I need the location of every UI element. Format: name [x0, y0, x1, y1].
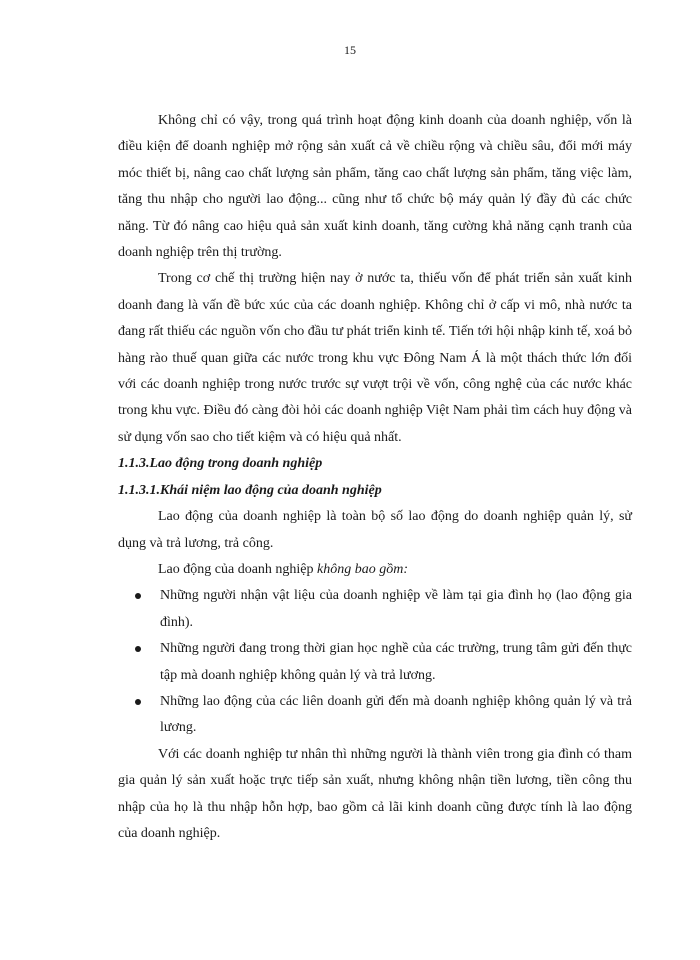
exclusion-lead-emphasis: không bao gồm: [317, 561, 409, 577]
exclusion-list [118, 583, 632, 741]
exclusion-lead-text: Lao động của doanh nghiệp [158, 561, 318, 577]
paragraph-labor-definition: Lao động của doanh nghiệp là toàn bộ số lao động do doanh nghiệp quản lý, sử dụng và trả lương, trả công. [118, 509, 632, 551]
document-body [118, 108, 632, 847]
list-item [118, 689, 632, 742]
paragraph-capital-shortage: Trong cơ chế thị trường hiện nay ở nước ta, thiếu vốn để phát triển sản xuất kinh doanh đang là vấn đề bức xúc của các doanh nghiệp. Không chỉ ở cấp vi mô, nhà nước ta đang rất thiếu các nguồn vốn cho đầu tư phát triển kinh tế. Tiến tới hội nhập kinh tế, xoá bỏ hàng rào thuế quan giữa các nước trong khu vực Đông Nam Á là một thách thức lớn đối với các doanh nghiệp trong nước trước sự vượt trội về vốn, công nghệ của các nước khác trong khu vực. Điều đó càng đòi hỏi các doanh nghiệp Việt Nam phải tìm cách huy động và sử dụng vốn sao cho tiết kiệm và có hiệu quả nhất. [118, 271, 632, 445]
paragraph-private-enterprise: Với các doanh nghiệp tư nhân thì những người là thành viên trong gia đình có tham gia quản lý sản xuất hoặc trực tiếp sản xuất, nhưng không nhận tiền lương, tiền công thu nhập của họ là thu nhập hỗn hợp, bao gồm cả lãi kinh doanh cũng được tính là lao động của doanh nghiệp. [118, 746, 632, 841]
bullet-icon [135, 646, 141, 652]
list-item-text: Những người đang trong thời gian học nghề của các trường, trung tâm gửi đến thực tập mà doanh nghiệp không quản lý và trả lương. [160, 641, 632, 683]
list-item-text: Những người nhận vật liệu của doanh nghiệp về làm tại gia đình họ (lao động gia đình). [160, 588, 632, 630]
exclusion-lead [118, 557, 632, 583]
list-item [118, 583, 632, 636]
section-heading: 1.1.3.Lao động trong doanh nghiệp [118, 456, 323, 472]
list-item [118, 636, 632, 689]
subsection-heading: 1.1.3.1.Khái niệm lao động của doanh nghiệp [118, 482, 382, 498]
bullet-icon [135, 593, 141, 599]
page-number: 15 [344, 43, 356, 57]
bullet-icon [135, 699, 141, 705]
list-item-text: Những lao động của các liên doanh gửi đến mà doanh nghiệp không quản lý và trả lương. [160, 693, 632, 736]
paragraph-capital-role: Không chỉ có vậy, trong quá trình hoạt động kinh doanh của doanh nghiệp, vốn là điều kiện để doanh nghiệp mở rộng sản xuất cả về chiều rộng và chiều sâu, đổi mới máy móc thiết bị, nâng cao chất lượng sản phẩm, tăng cao chất lượng sản phẩm, tăng việc làm, tăng thu nhập cho người lao động... cũng như tổ chức bộ máy quản lý đầy đủ các chức năng. Từ đó nâng cao hiệu quả sản xuất kinh doanh, tăng cường khả năng cạnh tranh của doanh nghiệp trên thị trường. [118, 113, 632, 261]
